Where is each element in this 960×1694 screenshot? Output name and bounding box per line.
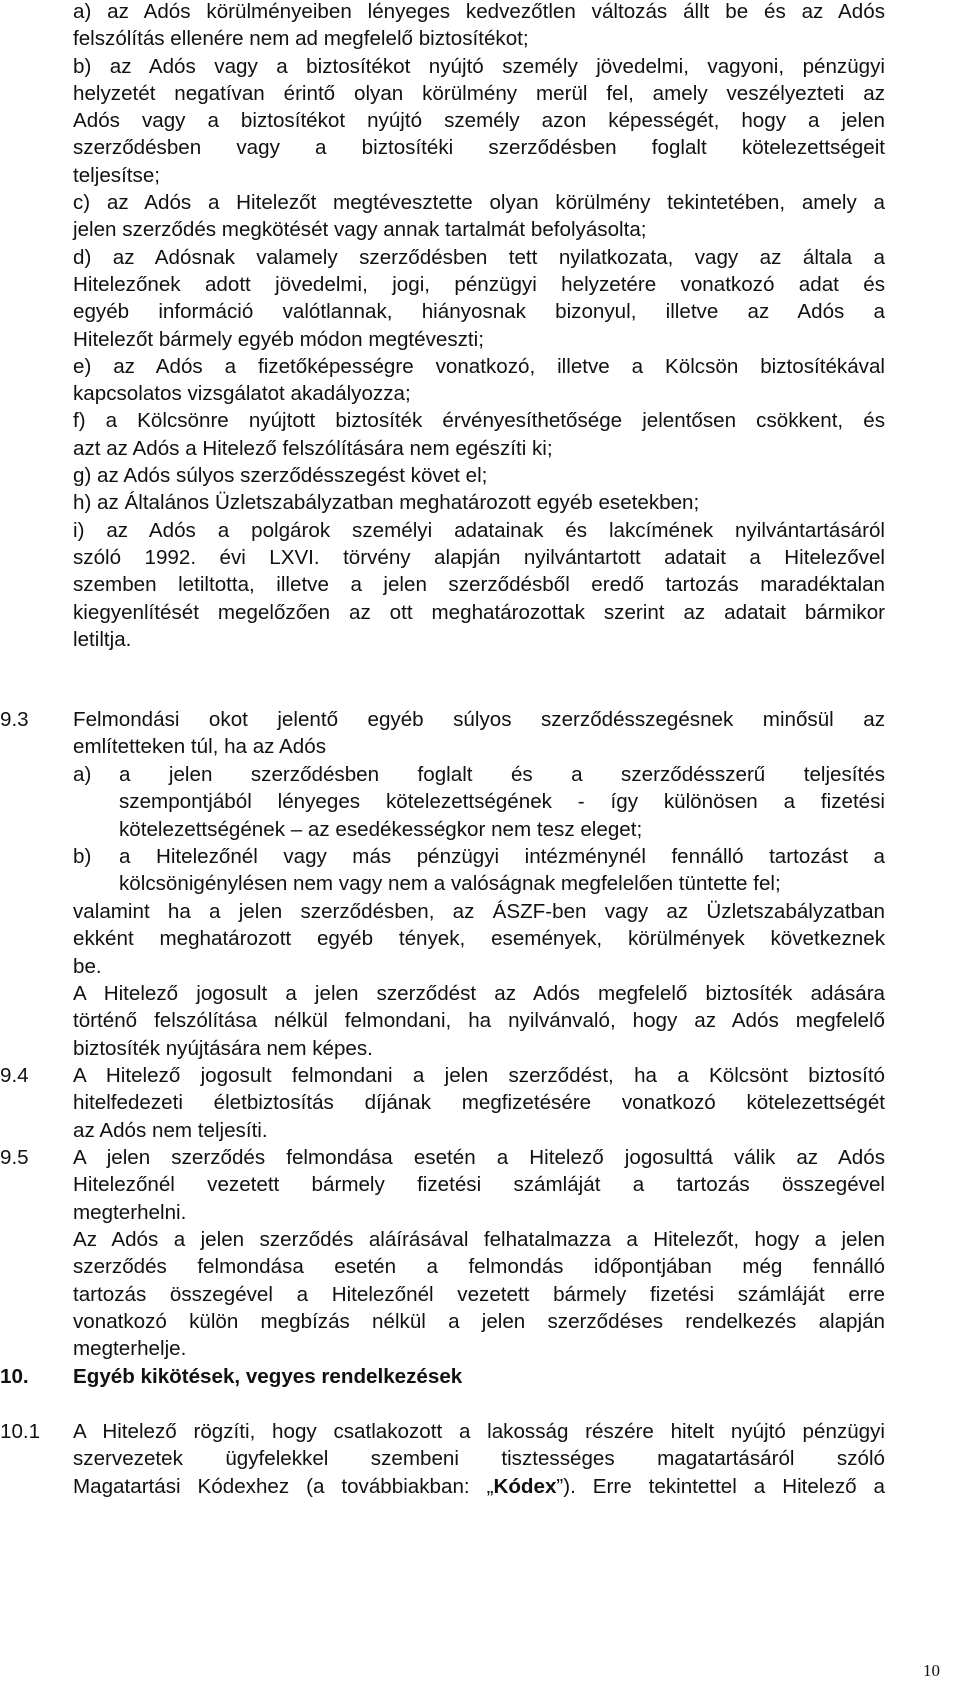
text-line: helyzetét negatívan érintő olyan körülmény merül fel, amely veszélyezteti az <box>73 81 885 105</box>
text-line: c) az Adós a Hitelezőt megtévesztette olyan körülmény tekintetében, amely a <box>73 191 885 215</box>
text-line: Hitelezőnél vezetett bármely fizetési számláját a tartozás összegével <box>73 1173 885 1197</box>
list-item-b <box>73 53 885 189</box>
text-line: f) a Kölcsönre nyújtott biztosíték érvényesíthetősége jelentősen csökkent, és <box>73 409 885 433</box>
text-line: egyéb információ valótlannak, hiányosnak bizonyul, illetve az Adós a <box>73 300 885 324</box>
section-10-1 <box>73 1418 885 1500</box>
text-line: szemben letiltotta, illetve a jelen szerződésből eredő tartozás maradéktalan <box>73 573 885 597</box>
sub-marker-b: b) <box>73 845 92 868</box>
section-9-3-para2 <box>73 980 885 1062</box>
text-line: Hitelezőt bármely egyéb módon megtéveszti; <box>73 327 484 351</box>
text-line: megterhelje. <box>73 1337 187 1361</box>
text-line: szóló 1992. évi LXVI. törvény alapján nyilvántartott adatait a Hitelezővel <box>73 545 885 569</box>
text-line: a) az Adós körülményeiben lényeges kedvezőtlen változás állt be és az Adós <box>73 0 885 23</box>
text-line: a Hitelezőnél vagy más pénzügyi intézménynél fennálló tartozást a <box>119 845 885 868</box>
section-number-9-5: 9.5 <box>0 1146 29 1169</box>
text-line: megterhelni. <box>73 1200 187 1224</box>
kodex-term: Kódex <box>493 1474 557 1498</box>
list-item-h <box>73 489 885 516</box>
section-9-5 <box>73 1144 885 1226</box>
text-line: Hitelezőnek adott jövedelmi, jogi, pénzügyi helyzetére vonatkozó adat és <box>73 272 885 296</box>
text-line-last <box>73 1473 885 1500</box>
text-line: A jelen szerződés felmondása esetén a Hitelező jogosulttá válik az Adós <box>73 1146 885 1169</box>
text-line: d) az Adósnak valamely szerződésben tett nyilatkozata, vagy az általa a <box>73 245 885 269</box>
text-line: ekként meghatározott egyéb tények, események, körülmények következnek <box>73 927 885 951</box>
text-fragment: ”). Erre tekintettel a Hitelező a <box>556 1474 885 1498</box>
top-list <box>73 0 885 653</box>
text-line: g) az Adós súlyos szerződésszegést követ el; <box>73 464 488 488</box>
sub-marker-a: a) <box>73 763 92 786</box>
text-line: az Adós nem teljesíti. <box>73 1118 268 1142</box>
list-item-i <box>73 517 885 653</box>
list-item-d <box>73 244 885 353</box>
list-item-f <box>73 407 885 462</box>
text-line: jelen szerződés megkötését vagy annak tartalmát befolyásolta; <box>73 218 647 242</box>
text-line: felszólítás ellenére nem ad megfelelő biztosítékot; <box>73 27 529 51</box>
text-line: Az Adós a jelen szerződés aláírásával felhatalmazza a Hitelezőt, hogy a jelen <box>73 1228 885 1251</box>
text-line: e) az Adós a fizetőképességre vonatkozó, illetve a Kölcsön biztosítékával <box>73 354 885 378</box>
sub-item-a <box>119 761 885 843</box>
list-item-g <box>73 462 885 489</box>
list-item-c <box>73 189 885 244</box>
text-line: kötelezettségének – az esedékességkor nem tesz eleget; <box>119 817 643 841</box>
text-line: szervezetek ügyfelekkel szembeni tisztességes magatartásáról szóló <box>73 1447 885 1471</box>
list-item-a <box>73 0 885 53</box>
section-9-3 <box>73 706 885 761</box>
page-number: 10 <box>923 1661 940 1680</box>
text-line: kapcsolatos vizsgálatot akadályozza; <box>73 382 411 406</box>
text-line: h) az Általános Üzletszabályzatban meghatározott egyéb esetekben; <box>73 491 700 515</box>
section-9-5-para2 <box>73 1226 885 1362</box>
text-line: szerződés felmondása esetén a felmondás időpontjában még fennálló <box>73 1255 885 1279</box>
text-line: azt az Adós a Hitelező felszólítására nem egészíti ki; <box>73 436 553 460</box>
section-number-10: 10. <box>0 1365 29 1388</box>
list-item-e <box>73 353 885 408</box>
text-line: Adós vagy a biztosítékot nyújtó személy azon képességét, hogy a jelen <box>73 109 885 133</box>
text-line: említetteken túl, ha az Adós <box>73 735 326 759</box>
text-line: történő felszólítása nélkül felmondani, ha nyilvánvaló, hogy az Adós megfelelő <box>73 1009 885 1033</box>
section-9-3-tail <box>73 898 885 980</box>
text-line: be. <box>73 954 102 978</box>
text-line: teljesítse; <box>73 163 160 187</box>
text-line: b) az Adós vagy a biztosítékot nyújtó személy jövedelmi, vagyoni, pénzügyi <box>73 54 885 78</box>
text-line: tartozás összegével a Hitelezőnél vezetett bármely fizetési számláját erre <box>73 1282 885 1306</box>
section-number-9-3: 9.3 <box>0 708 29 731</box>
sub-item-b <box>119 843 885 898</box>
text-line: Felmondási okot jelentő egyéb súlyos szerződésszegésnek minősül az <box>73 708 885 731</box>
section-heading: Egyéb kikötések, vegyes rendelkezések <box>73 1365 463 1388</box>
text-line: szempontjából lényeges kötelezettségének - így különösen a fizetési <box>119 790 885 814</box>
text-line: szerződésben vagy a biztosítéki szerződésben foglalt kötelezettségeit <box>73 136 885 160</box>
text-line: A Hitelező jogosult felmondani a jelen szerződést, ha a Kölcsönt biztosító <box>73 1064 885 1087</box>
text-line: hitelfedezeti életbiztosítás díjának megfizetésére vonatkozó kötelezettségét <box>73 1091 885 1115</box>
text-line: biztosíték nyújtására nem képes. <box>73 1036 373 1060</box>
text-line: vonatkozó külön megbízás nélkül a jelen szerződéses rendelkezés alapján <box>73 1309 885 1333</box>
text-line: letiltja. <box>73 627 132 651</box>
text-line: valamint ha a jelen szerződésben, az ÁSZF-ben vagy az Üzletszabályzatban <box>73 900 885 923</box>
section-9-4 <box>73 1062 885 1144</box>
text-line: i) az Adós a polgárok személyi adatainak és lakcímének nyilvántartásáról <box>73 518 885 542</box>
text-fragment: Magatartási Kódexhez (a továbbiakban: „ <box>73 1474 494 1498</box>
text-line: kölcsönigénylésen nem vagy nem a valóságnak megfelelően tüntette fel; <box>119 872 781 896</box>
text-line: A Hitelező rögzíti, hogy csatlakozott a lakosság részére hitelt nyújtó pénzügyi <box>73 1420 885 1443</box>
text-line: kiegyenlítését megelőzően az ott meghatározottak szerint az adatait bármikor <box>73 600 885 624</box>
section-number-10-1: 10.1 <box>0 1420 41 1443</box>
text-line: A Hitelező jogosult a jelen szerződést az Adós megfelelő biztosíték adására <box>73 982 885 1005</box>
text-line: a jelen szerződésben foglalt és a szerződésszerű teljesítés <box>119 763 885 786</box>
section-number-9-4: 9.4 <box>0 1064 29 1087</box>
